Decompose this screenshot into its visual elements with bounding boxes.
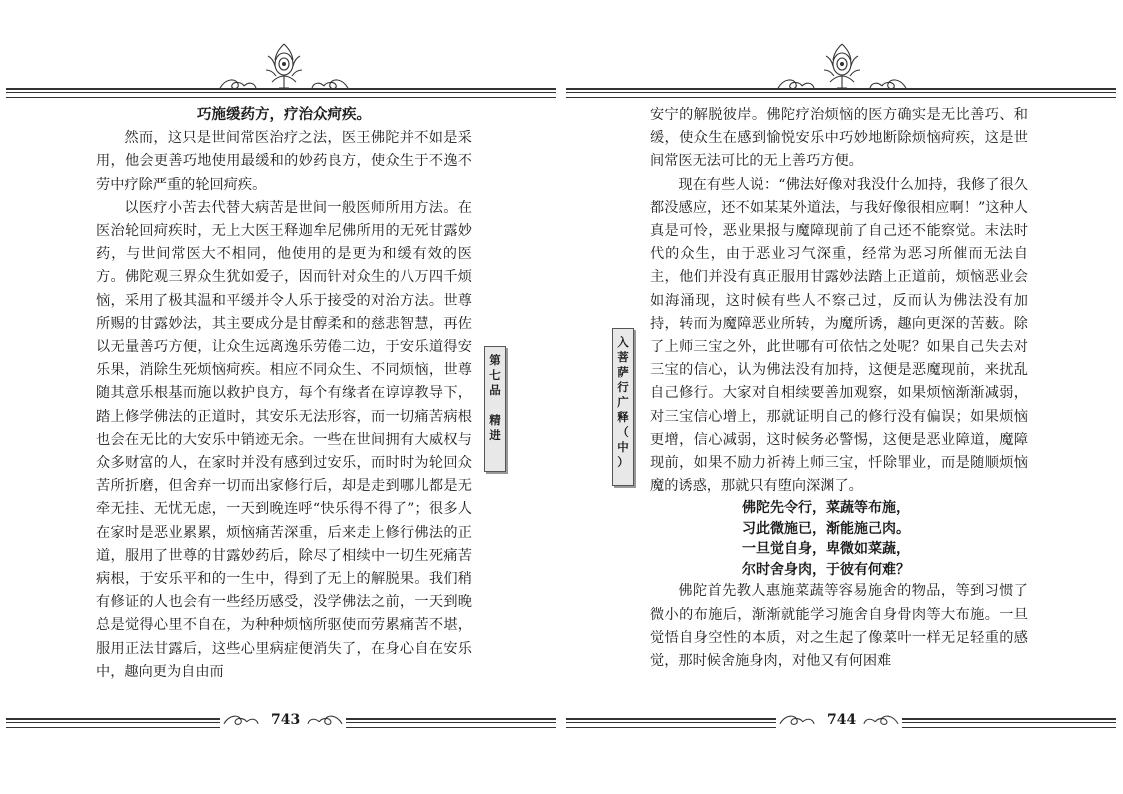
right-text-column	[650, 104, 1028, 673]
left-text-column	[96, 104, 472, 684]
paragraph: 以医疗小苦去代替大病苦是世间一般医师所用方法。在医治轮回疴疾时，无上大医王释迦牟尼佛所用的无死甘露妙药，与世间常医大不相同，他使用的是更为和缓有效的医方。佛陀观三界众生犹如爱子，因而针对众生的八万四千烦恼，采用了极其温和平缓并令人乐于接受的对治方法。世尊所赐的甘露妙法，其主要成分是甘醇柔和的慈悲智慧，再佐以无量善巧方便，让众生远离逸乐劳倦二边，于安乐道得安乐果，消除生死烦恼疴疾。相应不同众生、不同烦恼，世尊随其意乐根基而施以救护良方，每个有缘者在谆谆教导下，踏上修学佛法的正道时，其安乐无法形容，而一切痛苦病根也会在无比的大安乐中销迹无余。一些在世间拥有大威权与众多财富的人，在家时并没有感到过安乐，而时时为轮回众苦所折磨，但舍弃一切而出家修行后，却是走到哪儿都是无牵无挂、无忧无虑，一天到晚连呼“快乐得不得了”；很多人在家时是恶业累累，烦恼痛苦深重，后来走上修行佛法的正道，服用了世尊的甘露妙药后，除尽了相续中一切生死痛苦病根，于安乐平和的一生中，得到了无上的解脱果。我们稍有修证的人也会有一些经历感受，没学佛法之前，一天到晚总是觉得心里不自在，为种种烦恼所驱使而劳累痛苦不堪，服用正法甘露后，这些心里病症便消失了，在身心自在安乐中，趣向更为自由而	[96, 199, 472, 680]
verse-line: 习此微施已，渐能施己肉。	[742, 520, 910, 537]
cloud-scroll-icon	[306, 712, 344, 728]
header-rule	[566, 88, 1116, 98]
footer-rule	[6, 718, 220, 728]
paragraph: 安宁的解脱彼岸。佛陀疗治烦恼的医方确实是无比善巧、和缓，使众生在感到愉悦安乐中巧妙地断除烦恼疴疾，这是世间常医无法可比的无上善巧方便。	[650, 107, 1028, 170]
tab-char	[485, 398, 505, 413]
tab-char: 精	[489, 413, 501, 427]
footer-rule	[346, 718, 556, 728]
verse-line: 尔时舍身肉，于彼有何难？	[742, 561, 910, 578]
tab-char: 入	[617, 335, 629, 349]
book-title-side-tab	[612, 328, 634, 486]
floral-ornament-icon	[820, 42, 864, 92]
tab-char: ）	[617, 455, 629, 469]
paragraph: 然而，这只是世间常医治疗之法，医王佛陀并不如是采用，他会更善巧地使用最缓和的妙药良方，使众生于不逸不劳中疗除严重的轮回疴疾。	[96, 130, 472, 193]
footer-rule	[566, 718, 776, 728]
chapter-side-tab	[484, 346, 506, 472]
right-page	[562, 0, 1123, 794]
tab-char: 第	[489, 353, 501, 367]
tab-char: 中	[617, 440, 629, 454]
verse-heading: 巧施缓药方，疗治众疴疾。	[197, 107, 371, 123]
tab-char: 七	[489, 368, 501, 382]
page-number: 744	[827, 712, 857, 728]
tab-char: 品	[489, 383, 501, 397]
header-rule	[6, 88, 556, 98]
cloud-scroll-icon	[862, 712, 900, 728]
verse-line: 一旦觉自身，卑微如菜蔬，	[742, 541, 910, 558]
cloud-scroll-icon	[778, 712, 816, 728]
tab-char: 菩	[617, 350, 629, 364]
cloud-scroll-icon	[222, 712, 260, 728]
paragraph: 现在有些人说：“佛法好像对我没什么加持，我修了很久都没感应，还不如某某外道法，与我好像很相应啊！”这种人真是可怜，恶业果报与魔障现前了自己还不能察觉。末法时代的众生，由于恶业习气深重，经常为恶习所催而无法自主，他们并没有真正服用甘露妙法踏上正道前，烦恼恶业会如海涌现，这时候有些人不察己过，反而认为佛法没有加持，转而为魔障恶业所转，为魔所诱，趣向更深的苦薮。除了上师三宝之外，此世哪有可依怙之处呢？如果自己失去对三宝的信心，认为佛法没有加持，这便是恶魔现前，来扰乱自己修行。大家对自相续要善加观察，如果烦恼渐渐减弱，对三宝信心增上，那就证明自己的修行没有偏误；如果烦恼更增，信心减弱，这时候务必警惕，这便是恶业障道，魔障现前，如果不励力祈祷上师三宝，忏除罪业，而是随顺烦恼魔的诱惑，那就只有堕向深渊了。	[650, 176, 1028, 495]
tab-char: （	[617, 425, 629, 439]
tab-char: 释	[617, 410, 629, 424]
page-number: 743	[271, 712, 301, 728]
tab-char: 进	[489, 428, 501, 442]
floral-ornament-icon	[262, 42, 306, 92]
tab-char: 行	[617, 380, 629, 394]
verse-line: 佛陀先令行，菜蔬等布施，	[742, 500, 910, 517]
verse-block	[650, 498, 1028, 580]
footer-rule	[902, 718, 1116, 728]
tab-char: 广	[617, 395, 629, 409]
paragraph: 佛陀首先教人惠施菜蔬等容易施舍的物品，等到习惯了微小的布施后，渐渐就能学习施舍自身骨肉等大布施。一旦觉悟自身空性的本质，对之生起了像菜叶一样无足轻重的感觉，那时候舍施身肉，对他又有何困难	[650, 583, 1028, 670]
tab-char: 萨	[617, 365, 629, 379]
